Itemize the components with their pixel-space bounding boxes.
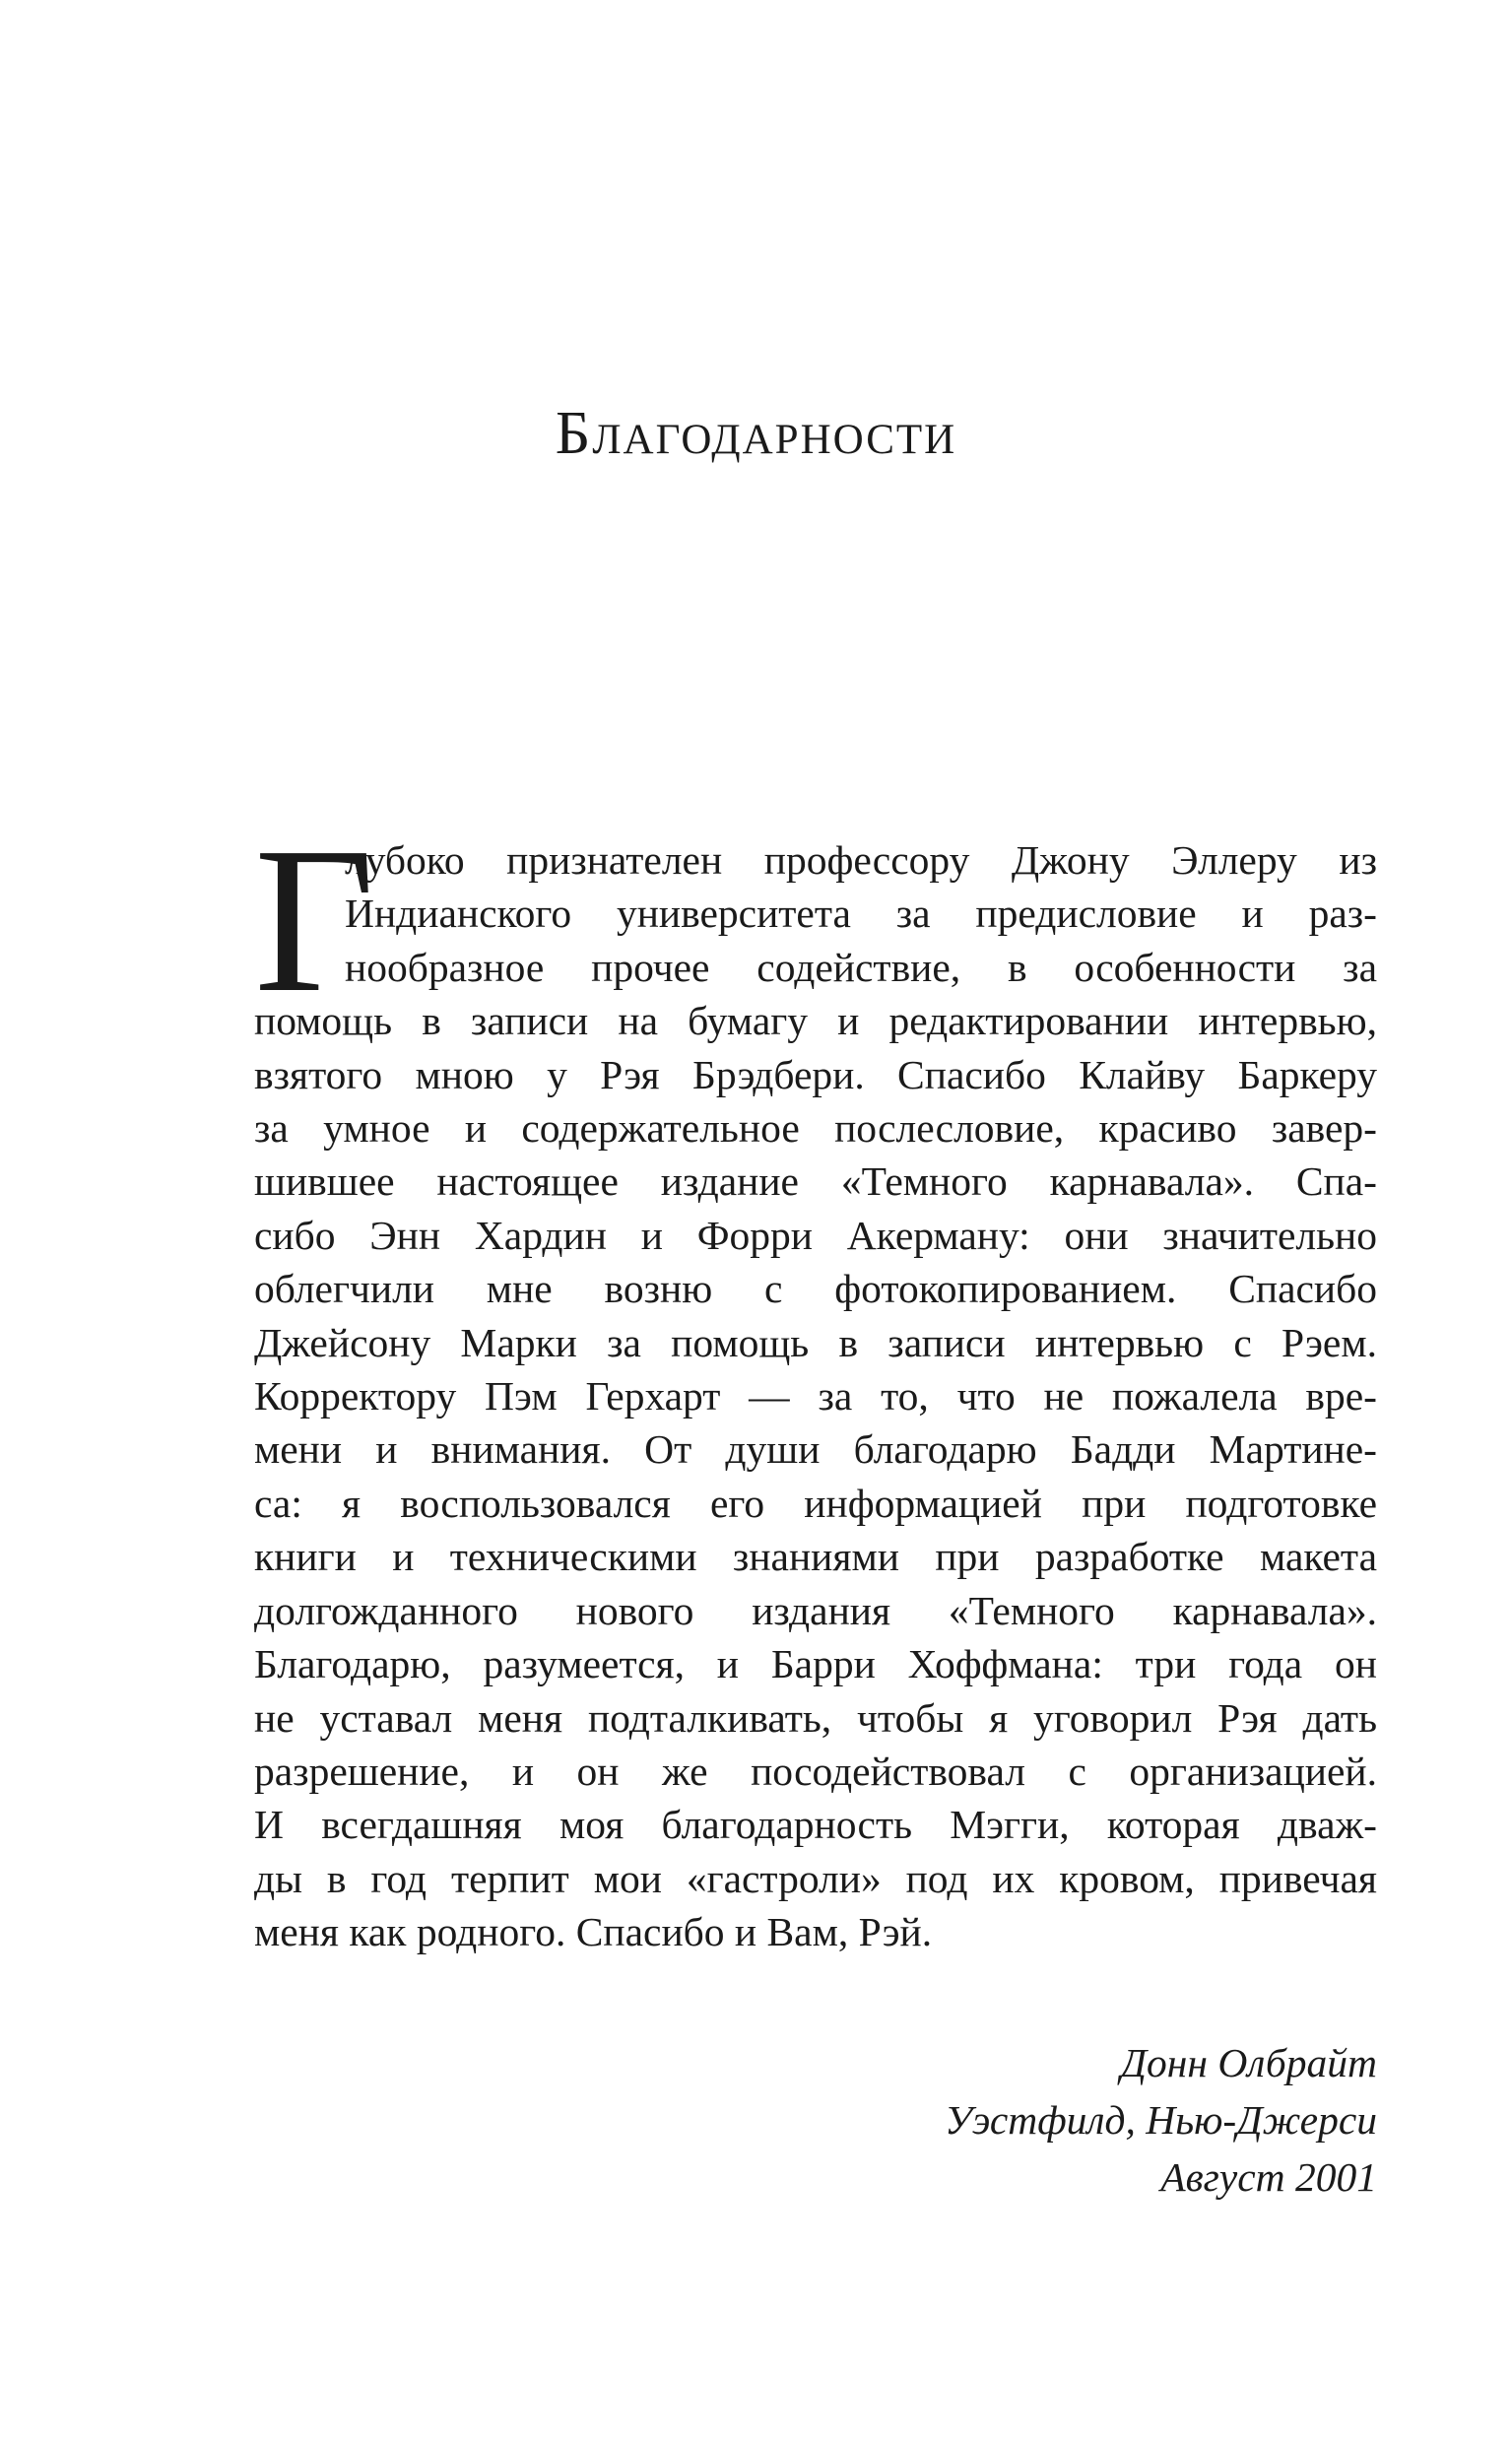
- signature-author: Донн Олбрайт: [1120, 2040, 1377, 2085]
- paragraph-line: разрешение, и он же посодействовал с организацией.: [254, 1748, 1377, 1794]
- paragraph-line: шившее настоящее издание «Темного карнавала». Спа-: [254, 1158, 1377, 1205]
- signature-place: Уэстфилд, Нью-Джерси: [945, 2097, 1377, 2143]
- paragraph-line: ды в год терпит мои «гастроли» под их кровом, привечая: [254, 1855, 1377, 1901]
- paragraph-line: меня как родного. Спасибо и Вам, Рэй.: [254, 1909, 933, 1955]
- paragraph-line: лубоко признателен профессору Джону Эллеру из: [345, 837, 1377, 883]
- paragraph-line: И всегдашняя моя благодарность Мэгги, которая дваж-: [254, 1802, 1377, 1848]
- paragraph-line: Корректору Пэм Герхарт — за то, что не пожалела вре-: [254, 1373, 1377, 1420]
- acknowledgements-paragraph: [254, 833, 1377, 1959]
- paragraph-line: за умное и содержательное послесловие, красиво завер-: [254, 1105, 1377, 1152]
- paragraph-line: долгожданного нового издания «Темного карнавала».: [254, 1587, 1377, 1633]
- drop-cap-letter: Г: [254, 804, 375, 1035]
- paragraph-line: облегчили мне возню с фотокопированием. Спасибо: [254, 1266, 1377, 1312]
- paragraph-line: сибо Энн Хардин и Форри Акерману: они значительно: [254, 1212, 1377, 1258]
- paragraph-line: мени и внимания. От души благодарю Бадди Мартине-: [254, 1426, 1377, 1473]
- paragraph-line: книги и техническими знаниями при разработке макета: [254, 1534, 1377, 1580]
- signature-block: [254, 2034, 1377, 2206]
- paragraph-line: Благодарю, разумеется, и Барри Хоффмана: три года он: [254, 1641, 1377, 1687]
- paragraph-line: Джейсону Марки за помощь в записи интервью с Рэем.: [254, 1319, 1377, 1365]
- paragraph-line: не уставал меня подталкивать, чтобы я уговорил Рэя дать: [254, 1694, 1377, 1741]
- paragraph-line: нообразное прочее содействие, в особенности за: [345, 944, 1377, 990]
- paragraph-line: са: я воспользовался его информацией при подготовке: [254, 1480, 1377, 1526]
- paragraph-line: Индианского университета за предисловие и раз-: [345, 891, 1377, 937]
- signature-date: Август 2001: [1160, 2154, 1377, 2200]
- paragraph-line: взятого мною у Рэя Брэдбери. Спасибо Клайву Баркеру: [254, 1051, 1377, 1097]
- paragraph-line: помощь в записи на бумагу и редактировании интервью,: [254, 998, 1377, 1044]
- page-title: Благодарности: [555, 400, 957, 467]
